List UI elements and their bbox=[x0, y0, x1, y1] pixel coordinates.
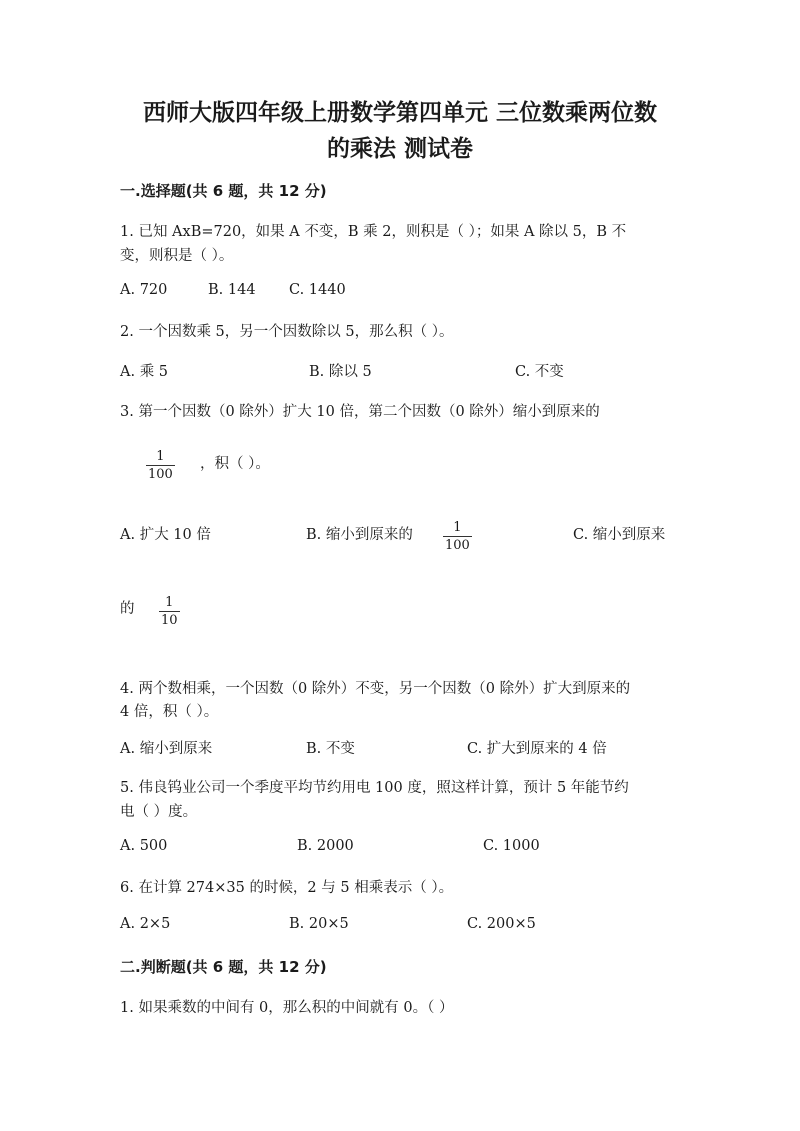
section-heading-judgement: 二.判断题(共 6 题，共 12 分) bbox=[120, 958, 327, 976]
question-1-option-a: A. 720 bbox=[120, 282, 168, 298]
question-3-line1: 3. 第一个因数（0 除外）扩大 10 倍，第二个因数（0 除外）缩小到原来的 bbox=[120, 404, 600, 420]
fraction-bar bbox=[443, 536, 472, 537]
question-2-option-a: A. 乘 5 bbox=[120, 364, 169, 380]
question-5-option-c: C. 1000 bbox=[483, 838, 540, 854]
question-3-fraction bbox=[146, 445, 175, 482]
fraction-denominator: 100 bbox=[148, 467, 173, 482]
question-3-option-c-cont: 的 bbox=[120, 601, 135, 617]
question-6-option-b: B. 20×5 bbox=[289, 916, 349, 932]
fraction-bar bbox=[159, 611, 180, 612]
question-4-option-b: B. 不变 bbox=[306, 741, 355, 757]
question-5-option-b: B. 2000 bbox=[297, 838, 354, 854]
fraction-numerator: 1 bbox=[165, 595, 174, 610]
question-1-line1: 1. 已知 AxB=720，如果 A 不变，B 乘 2，则积是（ ）；如果 A 除以 5，B 不 bbox=[120, 224, 627, 240]
question-5-line2: 电（ ）度。 bbox=[120, 804, 198, 820]
question-4-option-a: A. 缩小到原来 bbox=[120, 741, 213, 757]
question-2-option-c: C. 不变 bbox=[515, 364, 564, 380]
fraction-denominator: 10 bbox=[161, 613, 178, 628]
question-3-option-a: A. 扩大 10 倍 bbox=[120, 527, 211, 543]
question-2-option-b: B. 除以 5 bbox=[309, 364, 372, 380]
question-1-option-c: C. 1440 bbox=[289, 282, 346, 298]
question-6-option-a: A. 2×5 bbox=[120, 916, 171, 932]
page-title-line1: 西师大版四年级上册数学第四单元 三位数乘两位数 bbox=[142, 99, 657, 126]
question-1-line2: 变，则积是（ ）。 bbox=[120, 248, 234, 264]
fraction-denominator: 100 bbox=[445, 538, 470, 553]
question-3-option-c-fraction bbox=[159, 591, 180, 628]
judgement-question-1: 1. 如果乘数的中间有 0，那么积的中间就有 0。（ ） bbox=[120, 1000, 454, 1016]
question-3-option-b-fraction bbox=[443, 516, 472, 553]
question-6-text: 6. 在计算 274×35 的时候，2 与 5 相乘表示（ ）。 bbox=[120, 880, 454, 896]
question-4-line1: 4. 两个数相乘，一个因数（0 除外）不变，另一个因数（0 除外）扩大到原来的 bbox=[120, 681, 631, 697]
question-1-option-b: B. 144 bbox=[208, 282, 256, 298]
fraction-numerator: 1 bbox=[453, 520, 462, 535]
page-title-line2: 的乘法 测试卷 bbox=[326, 135, 473, 162]
section-heading-choice: 一.选择题(共 6 题，共 12 分) bbox=[120, 182, 327, 200]
fraction-bar bbox=[146, 465, 175, 466]
question-4-line2: 4 倍，积（ ）。 bbox=[120, 704, 219, 720]
question-3-option-c: C. 缩小到原来 bbox=[573, 527, 666, 543]
question-3-line2: ，积（ ）。 bbox=[200, 456, 270, 472]
question-3-option-b: B. 缩小到原来的 bbox=[306, 527, 413, 543]
question-4-option-c: C. 扩大到原来的 4 倍 bbox=[467, 741, 607, 757]
question-2-text: 2. 一个因数乘 5，另一个因数除以 5，那么积（ ）。 bbox=[120, 324, 454, 340]
question-5-line1: 5. 伟良钨业公司一个季度平均节约用电 100 度，照这样计算，预计 5 年能节约 bbox=[120, 780, 629, 796]
fraction-numerator: 1 bbox=[156, 449, 165, 464]
question-6-option-c: C. 200×5 bbox=[467, 916, 536, 932]
question-5-option-a: A. 500 bbox=[120, 838, 168, 854]
